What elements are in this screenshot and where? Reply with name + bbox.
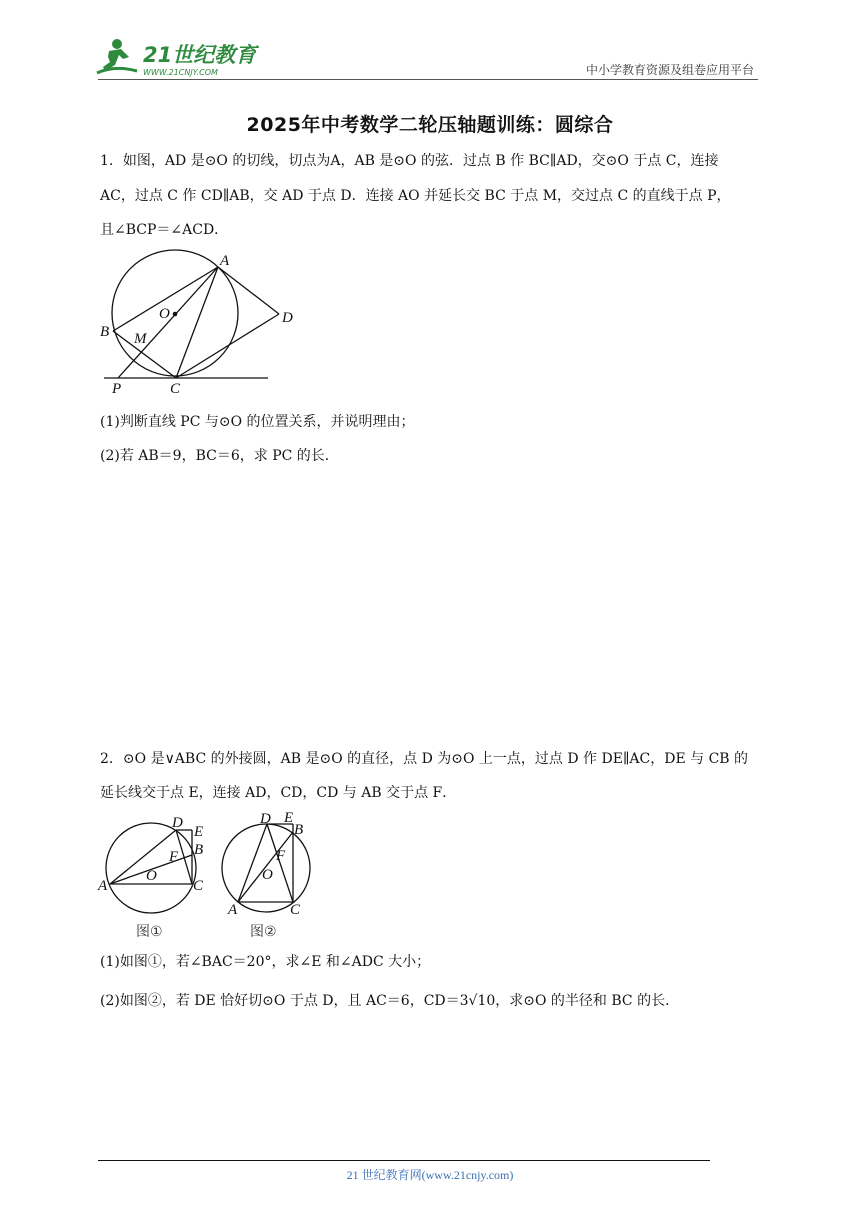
q1-part-2: (2)若 AB＝9，BC＝6，求 PC 的长．	[100, 448, 339, 464]
footer-divider	[98, 1160, 710, 1161]
q1-line-1: 1．如图，AD 是⊙O 的切线，切点为A，AB 是⊙O 的弦．过点 B 作 BC∥AD，交⊙O 于点 C，连接	[100, 153, 719, 169]
q1-label-d: D	[282, 310, 293, 326]
q2f2-label-a: A	[228, 902, 238, 918]
q1-label-p: P	[112, 381, 122, 397]
q1-line-3: 且∠BCP＝∠ACD．	[100, 222, 229, 238]
q2f2-label-c: C	[290, 902, 301, 918]
q2-line-1: 2．⊙O 是∨ABC 的外接圆，AB 是⊙O 的直径，点 D 为⊙O 上一点，过点 D 作 DE∥AC，DE 与 CB 的	[100, 751, 749, 767]
q1-label-c: C	[170, 381, 181, 397]
header-divider	[98, 79, 758, 80]
q1-part-1: (1)判断直线 PC 与⊙O 的位置关系，并说明理由；	[100, 414, 415, 430]
q2f2-label-e: E	[284, 812, 294, 826]
q2f2-label-f: F	[276, 848, 286, 864]
q2-line-2: 延长线交于点 E，连接 AD，CD，CD 与 AB 交于点 F．	[100, 785, 457, 801]
q1-label-m: M	[134, 331, 147, 347]
site-logo	[95, 35, 265, 79]
q1-line-2: AC，过点 C 作 CD∥AB，交 AD 于点 D．连接 AO 并延长交 BC 于点 M，交过点 C 的直线于点 P，	[100, 188, 731, 204]
header-platform-text: 中小学教育资源及组卷应用平台	[585, 63, 754, 77]
q2f2-label-d: D	[260, 812, 271, 827]
q2f1-label-o: O	[146, 868, 157, 884]
q1-label-b: B	[100, 324, 110, 340]
q1-label-a: A	[220, 253, 230, 269]
q2f2-caption: 图②	[250, 924, 277, 940]
q2f2-label-o: O	[262, 867, 273, 883]
q2f1-label-f: F	[169, 849, 179, 865]
q2-part-1: (1)如图①，若∠BAC＝20°，求∠E 和∠ADC 大小；	[100, 954, 431, 970]
q2-figure-2	[218, 812, 318, 942]
q1-figure	[96, 248, 306, 398]
q1-label-o: O	[159, 306, 170, 322]
q2f1-label-b: B	[194, 842, 204, 858]
q2f1-label-e: E	[194, 824, 204, 840]
q2f1-label-d: D	[172, 815, 183, 831]
q2-part-2: (2)如图②，若 DE 恰好切⊙O 于点 D，且 AC＝6，CD＝3√10，求⊙O 的半径和 BC 的长．	[100, 993, 680, 1009]
runner-logo-icon	[97, 39, 137, 73]
q2f1-caption: 图①	[136, 924, 163, 940]
footer-link[interactable]: 21 世纪教育网(www.21cnjy.com)	[346, 1168, 514, 1182]
logo-text: 21世纪教育	[143, 43, 257, 67]
logo-url: WWW.21CNJY.COM	[143, 68, 218, 77]
q2f1-label-a: A	[98, 878, 108, 894]
q2-figure-1	[96, 812, 216, 942]
page-title: 2025年中考数学二轮压轴题训练：圆综合	[246, 114, 614, 136]
q2f1-label-c: C	[193, 878, 204, 894]
q2f2-label-b: B	[294, 822, 304, 838]
